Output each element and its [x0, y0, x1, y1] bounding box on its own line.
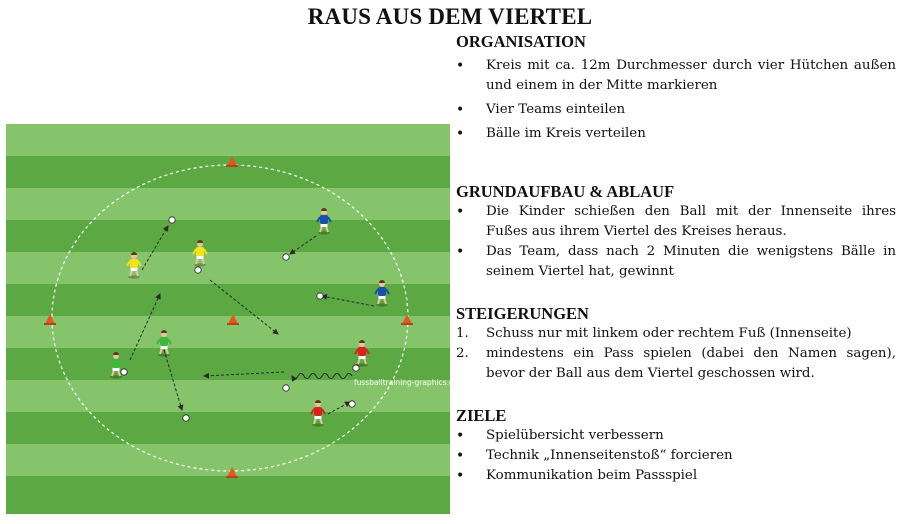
ball: [349, 401, 355, 407]
section-ablauf: [456, 182, 896, 282]
list-item: • Spielübersicht verbessern: [456, 428, 664, 444]
list-item: • Kommunikation beim Passspiel: [456, 468, 698, 484]
list-item: 1. Schuss nur mit linkem oder rechtem Fuß (Innenseite): [456, 326, 852, 341]
ball: [283, 254, 289, 260]
section-title: STEIGERUNGEN: [456, 304, 589, 323]
list-item: • Die Kinder schießen den Ball mit der Innenseite ihres Fußes aus ihrem Viertel des Kreises heraus.: [456, 204, 896, 239]
list-item: • Kreis mit ca. 12m Durchmesser durch vier Hütchen außen und einem in der Mitte markieren: [456, 58, 896, 93]
ball: [283, 385, 289, 391]
ball: [121, 369, 127, 375]
section-title: ZIELE: [456, 406, 507, 425]
ball: [183, 415, 189, 421]
organisation-list: [456, 56, 896, 144]
steigerungen-list: [456, 324, 896, 384]
list-item: • Das Team, dass nach 2 Minuten die wenigstens Bälle in seinem Viertel hat, gewinnt: [456, 244, 896, 279]
list-item: • Bälle im Kreis verteilen: [456, 126, 646, 142]
list-item: • Vier Teams einteilen: [456, 102, 626, 118]
section-title: ORGANISATION: [456, 32, 586, 51]
watermark: fussballtraining-graphics.de: [354, 378, 459, 387]
page-title: RAUS AUS DEM VIERTEL: [307, 4, 593, 29]
section-ziele: [456, 406, 733, 486]
list-item: 2. mindestens ein Pass spielen (dabei den Namen sagen), bevor der Ball aus dem Viertel geschossen wird.: [456, 346, 896, 381]
ball: [195, 267, 201, 273]
ball: [317, 293, 323, 299]
section-title: GRUNDAUFBAU & ABLAUF: [456, 182, 675, 201]
section-steigerungen: [456, 304, 896, 384]
list-item: • Technik „Innenseitenstoß“ forcieren: [456, 448, 733, 464]
ablauf-list: [456, 202, 896, 282]
ball: [169, 217, 175, 223]
section-organisation: [456, 32, 896, 144]
training-field-diagram: [6, 124, 450, 514]
ziele-list: [456, 426, 733, 486]
grass-stripes: [6, 124, 450, 514]
